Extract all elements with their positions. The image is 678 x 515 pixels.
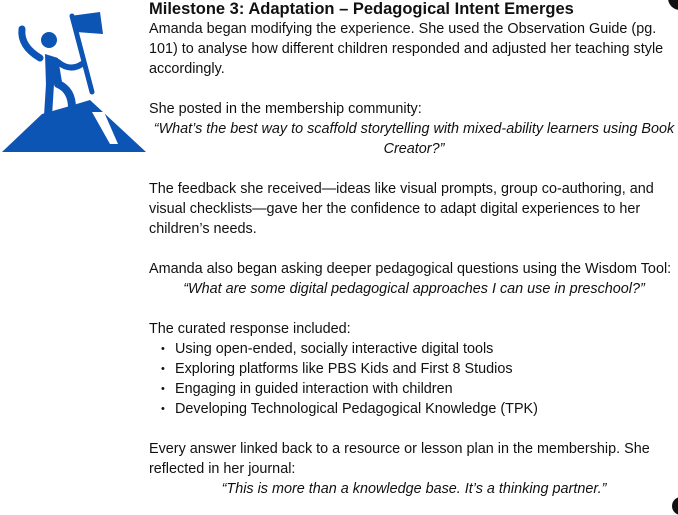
paragraph-curated-response: The curated response included: bbox=[149, 321, 351, 337]
paragraph-observation: Amanda began modifying the experience. She used the Observation Guide (pg. 101) to analyse how different children responded and adjusted her teaching style accordingly. bbox=[149, 21, 664, 77]
paragraph-community-post: She posted in the membership community: bbox=[149, 101, 422, 117]
milestone-title: Milestone 3: Adaptation – Pedagogical Intent Emerges bbox=[149, 0, 574, 18]
wisdom-tool-quote: “What are some digital pedagogical approaches I can use in preschool?” bbox=[183, 281, 645, 297]
list-item: • Developing Technological Pedagogical Knowledge (TPK) bbox=[159, 399, 678, 419]
community-quote: “What’s the best way to scaffold storytelling with mixed-ability learners using Book Creator?” bbox=[153, 121, 675, 157]
paragraph-feedback: The feedback she received—ideas like visual prompts, group co-authoring, and visual checklists—gave her the confidence to adapt digital experiences to her children’s needs. bbox=[149, 181, 654, 237]
list-item: • Using open-ended, socially interactive digital tools bbox=[159, 339, 678, 359]
milestone-content bbox=[149, 0, 678, 499]
journal-quote: “This is more than a knowledge base. It’s a thinking partner.” bbox=[221, 481, 607, 497]
mountain-summit-flag-icon bbox=[0, 4, 148, 154]
corner-decoration bbox=[672, 497, 678, 515]
paragraph-journal: Every answer linked back to a resource or lesson plan in the membership. She reflected in her journal: bbox=[149, 441, 650, 477]
curated-response-list bbox=[149, 339, 678, 419]
paragraph-wisdom-tool: Amanda also began asking deeper pedagogical questions using the Wisdom Tool: bbox=[149, 261, 672, 277]
list-item: • Exploring platforms like PBS Kids and First 8 Studios bbox=[159, 359, 678, 379]
list-item: • Engaging in guided interaction with children bbox=[159, 379, 678, 399]
